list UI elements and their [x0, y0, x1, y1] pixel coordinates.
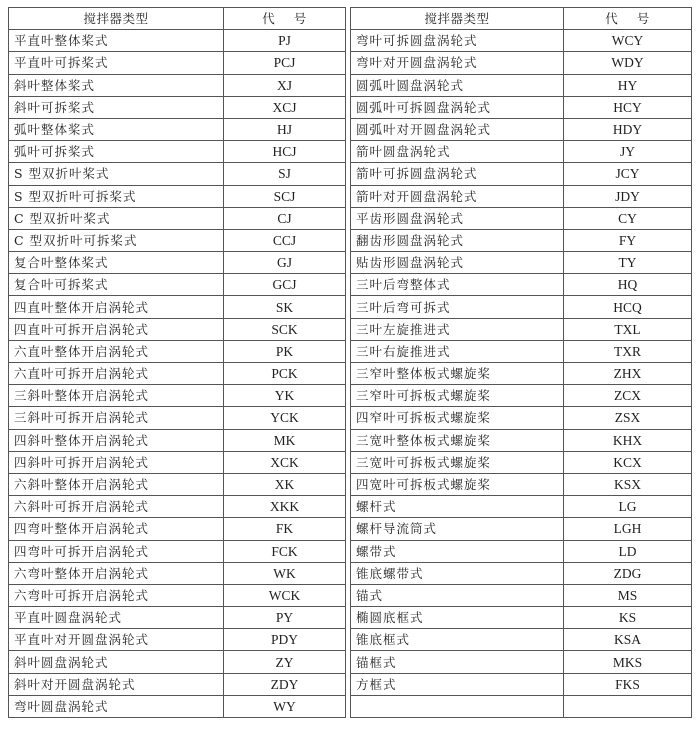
agitator-code-cell: WK — [224, 562, 346, 584]
table-row — [351, 695, 692, 717]
agitator-code-cell: HDY — [564, 118, 692, 140]
agitator-type-cell: S 型双折叶桨式 — [9, 163, 224, 185]
agitator-type-cell: 复合叶可拆桨式 — [9, 274, 224, 296]
header-agitator-type: 搅拌器类型 — [351, 8, 564, 30]
agitator-type-cell: 三宽叶可拆板式螺旋桨 — [351, 451, 564, 473]
agitator-code-cell: XCJ — [224, 96, 346, 118]
agitator-code-cell: SCK — [224, 318, 346, 340]
agitator-code-cell: LGH — [564, 518, 692, 540]
table-row — [9, 518, 346, 540]
agitator-type-cell: 四弯叶可拆开启涡轮式 — [9, 540, 224, 562]
agitator-code-table-right — [350, 7, 692, 718]
agitator-code-cell: ZSX — [564, 407, 692, 429]
agitator-type-cell: 平直叶可拆桨式 — [9, 52, 224, 74]
agitator-code-cell: SJ — [224, 163, 346, 185]
agitator-code-cell: XCK — [224, 451, 346, 473]
agitator-code-cell: CJ — [224, 207, 346, 229]
table-row — [9, 52, 346, 74]
table-row — [351, 96, 692, 118]
agitator-code-cell: YK — [224, 385, 346, 407]
agitator-type-cell: 斜叶对开圆盘涡轮式 — [9, 673, 224, 695]
agitator-type-cell: 四窄叶可拆板式螺旋桨 — [351, 407, 564, 429]
agitator-type-cell: 锚式 — [351, 584, 564, 606]
agitator-type-cell: 平直叶整体桨式 — [9, 30, 224, 52]
agitator-type-cell: 椭圆底框式 — [351, 607, 564, 629]
agitator-code-cell: SK — [224, 296, 346, 318]
agitator-type-cell: 六斜叶整体开启涡轮式 — [9, 473, 224, 495]
agitator-code-cell: WY — [224, 695, 346, 717]
agitator-type-cell: 三斜叶可拆开启涡轮式 — [9, 407, 224, 429]
agitator-code-cell: MKS — [564, 651, 692, 673]
table-header-row — [9, 8, 346, 30]
table-row — [9, 629, 346, 651]
agitator-code-cell: HY — [564, 74, 692, 96]
agitator-type-cell: 贴齿形圆盘涡轮式 — [351, 252, 564, 274]
agitator-type-cell: 三叶后弯可拆式 — [351, 296, 564, 318]
agitator-type-cell: 弧叶可拆桨式 — [9, 141, 224, 163]
table-row — [351, 562, 692, 584]
agitator-code-cell: FK — [224, 518, 346, 540]
table-row — [351, 340, 692, 362]
agitator-type-cell: 箭叶圆盘涡轮式 — [351, 141, 564, 163]
agitator-code-cell: WCK — [224, 584, 346, 606]
table-row — [9, 562, 346, 584]
agitator-code-cell: HCJ — [224, 141, 346, 163]
agitator-code-cell: FCK — [224, 540, 346, 562]
agitator-code-cell: ZHX — [564, 363, 692, 385]
agitator-code-cell: XJ — [224, 74, 346, 96]
agitator-code-cell: CCJ — [224, 229, 346, 251]
agitator-type-cell: 斜叶整体桨式 — [9, 74, 224, 96]
table-row — [351, 30, 692, 52]
table-row — [351, 584, 692, 606]
agitator-code-cell: PK — [224, 340, 346, 362]
agitator-code-cell: ZCX — [564, 385, 692, 407]
table-row — [351, 518, 692, 540]
agitator-code-cell: FKS — [564, 673, 692, 695]
agitator-type-cell: 三叶右旋推进式 — [351, 340, 564, 362]
header-code: 代 号 — [224, 8, 346, 30]
agitator-type-cell: 四宽叶可拆板式螺旋桨 — [351, 473, 564, 495]
table-row — [9, 96, 346, 118]
agitator-type-cell: 四直叶可拆开启涡轮式 — [9, 318, 224, 340]
agitator-type-cell: 四斜叶可拆开启涡轮式 — [9, 451, 224, 473]
agitator-code-cell: HQ — [564, 274, 692, 296]
agitator-code-cell: XK — [224, 473, 346, 495]
table-row — [9, 318, 346, 340]
table-row — [9, 274, 346, 296]
agitator-type-cell: 锥底框式 — [351, 629, 564, 651]
table-row — [9, 407, 346, 429]
agitator-code-cell: XKK — [224, 496, 346, 518]
agitator-code-cell: FY — [564, 229, 692, 251]
table-row — [9, 296, 346, 318]
table-row — [351, 296, 692, 318]
table-row — [9, 252, 346, 274]
agitator-type-cell: 斜叶可拆桨式 — [9, 96, 224, 118]
agitator-code-cell: KCX — [564, 451, 692, 473]
agitator-type-cell: S 型双折叶可拆桨式 — [9, 185, 224, 207]
agitator-code-cell: KSA — [564, 629, 692, 651]
agitator-code-cell: YCK — [224, 407, 346, 429]
table-row — [351, 363, 692, 385]
agitator-type-cell: 三斜叶整体开启涡轮式 — [9, 385, 224, 407]
agitator-code-cell: KSX — [564, 473, 692, 495]
agitator-code-cell — [564, 695, 692, 717]
agitator-code-cell: GCJ — [224, 274, 346, 296]
agitator-type-cell: 六直叶整体开启涡轮式 — [9, 340, 224, 362]
agitator-type-cell: 三窄叶整体板式螺旋桨 — [351, 363, 564, 385]
agitator-code-cell: PJ — [224, 30, 346, 52]
agitator-code-cell: WDY — [564, 52, 692, 74]
table-row — [9, 607, 346, 629]
agitator-code-cell: HCQ — [564, 296, 692, 318]
table-row — [9, 141, 346, 163]
agitator-type-cell: 翻齿形圆盘涡轮式 — [351, 229, 564, 251]
agitator-type-cell: 三宽叶整体板式螺旋桨 — [351, 429, 564, 451]
table-row — [351, 673, 692, 695]
agitator-type-cell: 弧叶整体桨式 — [9, 118, 224, 140]
agitator-type-cell: 弯叶对开圆盘涡轮式 — [351, 52, 564, 74]
agitator-type-cell: 四弯叶整体开启涡轮式 — [9, 518, 224, 540]
table-row — [9, 229, 346, 251]
agitator-code-cell: TXL — [564, 318, 692, 340]
agitator-type-cell: 复合叶整体桨式 — [9, 252, 224, 274]
agitator-type-cell: 三窄叶可拆板式螺旋桨 — [351, 385, 564, 407]
agitator-type-cell: 六直叶可拆开启涡轮式 — [9, 363, 224, 385]
table-row — [351, 207, 692, 229]
table-row — [351, 385, 692, 407]
agitator-code-cell: PCJ — [224, 52, 346, 74]
agitator-code-cell: JDY — [564, 185, 692, 207]
agitator-code-cell: TY — [564, 252, 692, 274]
agitator-type-cell: 平齿形圆盘涡轮式 — [351, 207, 564, 229]
table-row — [9, 673, 346, 695]
agitator-code-cell: TXR — [564, 340, 692, 362]
table-row — [9, 163, 346, 185]
agitator-type-cell: 锚框式 — [351, 651, 564, 673]
agitator-type-cell: 圆弧叶圆盘涡轮式 — [351, 74, 564, 96]
agitator-code-cell: JCY — [564, 163, 692, 185]
table-row — [9, 185, 346, 207]
header-code: 代 号 — [564, 8, 692, 30]
table-row — [9, 385, 346, 407]
agitator-type-cell: 弯叶可拆圆盘涡轮式 — [351, 30, 564, 52]
table-row — [351, 185, 692, 207]
table-row — [351, 629, 692, 651]
agitator-type-cell: 三叶后弯整体式 — [351, 274, 564, 296]
agitator-code-cell: ZY — [224, 651, 346, 673]
table-row — [9, 118, 346, 140]
table-row — [9, 584, 346, 606]
table-row — [9, 540, 346, 562]
agitator-type-cell: 箭叶对开圆盘涡轮式 — [351, 185, 564, 207]
agitator-code-cell: JY — [564, 141, 692, 163]
agitator-type-cell: 圆弧叶对开圆盘涡轮式 — [351, 118, 564, 140]
agitator-code-cell: CY — [564, 207, 692, 229]
agitator-type-cell: 四直叶整体开启涡轮式 — [9, 296, 224, 318]
table-row — [351, 607, 692, 629]
table-row — [351, 651, 692, 673]
agitator-code-cell: ZDG — [564, 562, 692, 584]
table-row — [9, 651, 346, 673]
table-row — [9, 451, 346, 473]
agitator-type-cell: 三叶左旋推进式 — [351, 318, 564, 340]
agitator-code-cell: HJ — [224, 118, 346, 140]
table-row — [351, 318, 692, 340]
table-row — [351, 52, 692, 74]
table-body-left — [9, 30, 346, 718]
table-row — [351, 141, 692, 163]
table-row — [351, 229, 692, 251]
agitator-code-cell: LD — [564, 540, 692, 562]
agitator-type-cell: 斜叶圆盘涡轮式 — [9, 651, 224, 673]
agitator-type-cell: 螺杆式 — [351, 496, 564, 518]
table-header-row — [351, 8, 692, 30]
agitator-type-cell: 箭叶可拆圆盘涡轮式 — [351, 163, 564, 185]
agitator-type-cell: C 型双折叶桨式 — [9, 207, 224, 229]
agitator-code-cell: ZDY — [224, 673, 346, 695]
agitator-code-cell: MK — [224, 429, 346, 451]
agitator-type-cell: 螺带式 — [351, 540, 564, 562]
agitator-code-cell: HCY — [564, 96, 692, 118]
table-row — [9, 74, 346, 96]
table-row — [9, 340, 346, 362]
header-agitator-type: 搅拌器类型 — [9, 8, 224, 30]
table-row — [351, 496, 692, 518]
table-row — [351, 451, 692, 473]
agitator-code-cell: LG — [564, 496, 692, 518]
agitator-code-table-left — [8, 7, 346, 718]
table-row — [9, 473, 346, 495]
agitator-type-cell: C 型双折叶可拆桨式 — [9, 229, 224, 251]
table-row — [351, 163, 692, 185]
table-row — [9, 429, 346, 451]
agitator-type-cell: 六弯叶可拆开启涡轮式 — [9, 584, 224, 606]
table-row — [351, 429, 692, 451]
table-body-right — [351, 30, 692, 718]
agitator-code-cell: KS — [564, 607, 692, 629]
agitator-code-cell: PCK — [224, 363, 346, 385]
agitator-code-cell: GJ — [224, 252, 346, 274]
agitator-type-cell: 螺杆导流筒式 — [351, 518, 564, 540]
table-row — [9, 695, 346, 717]
table-row — [351, 118, 692, 140]
table-row — [9, 30, 346, 52]
agitator-code-cell: PY — [224, 607, 346, 629]
agitator-type-cell: 平直叶圆盘涡轮式 — [9, 607, 224, 629]
agitator-code-cell: PDY — [224, 629, 346, 651]
agitator-type-cell: 六斜叶可拆开启涡轮式 — [9, 496, 224, 518]
agitator-type-cell — [351, 695, 564, 717]
agitator-type-cell: 方框式 — [351, 673, 564, 695]
agitator-type-cell: 弯叶圆盘涡轮式 — [9, 695, 224, 717]
agitator-type-cell: 四斜叶整体开启涡轮式 — [9, 429, 224, 451]
agitator-code-cell: KHX — [564, 429, 692, 451]
agitator-code-cell: MS — [564, 584, 692, 606]
agitator-type-cell: 锥底螺带式 — [351, 562, 564, 584]
table-row — [351, 252, 692, 274]
agitator-type-cell: 六弯叶整体开启涡轮式 — [9, 562, 224, 584]
table-row — [9, 207, 346, 229]
agitator-code-cell: WCY — [564, 30, 692, 52]
table-row — [351, 74, 692, 96]
table-row — [351, 540, 692, 562]
table-row — [351, 473, 692, 495]
agitator-type-cell: 圆弧叶可拆圆盘涡轮式 — [351, 96, 564, 118]
table-row — [351, 274, 692, 296]
agitator-code-cell: SCJ — [224, 185, 346, 207]
table-row — [9, 363, 346, 385]
table-row — [351, 407, 692, 429]
table-row — [9, 496, 346, 518]
agitator-type-cell: 平直叶对开圆盘涡轮式 — [9, 629, 224, 651]
